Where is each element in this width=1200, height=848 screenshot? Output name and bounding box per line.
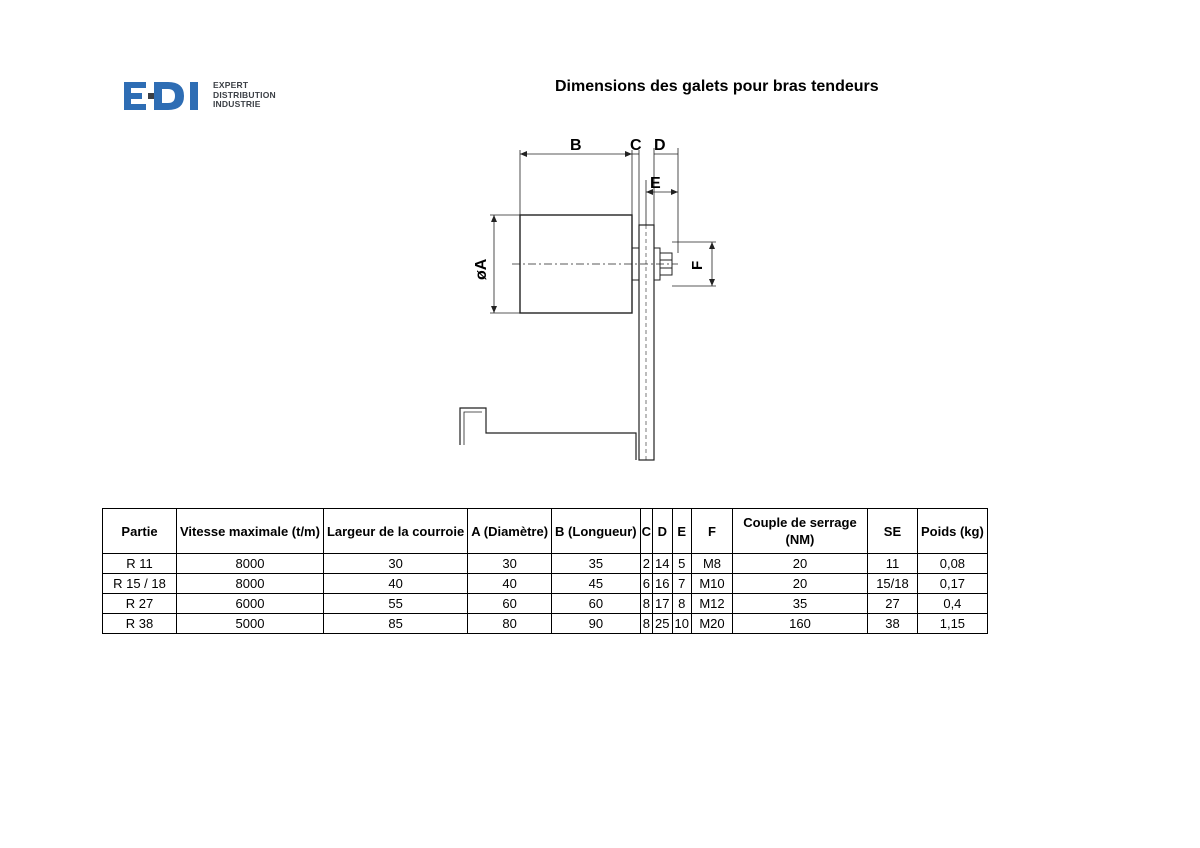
table-cell: 90 [552, 614, 641, 634]
table-cell: 40 [323, 574, 467, 594]
table-row [103, 574, 988, 594]
table-cell: 45 [552, 574, 641, 594]
table-cell: 6000 [177, 594, 324, 614]
table-cell: 30 [323, 554, 467, 574]
dim-label-b: B [570, 137, 582, 154]
col-header-vitesse: Vitesse maximale (t/m) [177, 509, 324, 554]
tension-arm-plate [639, 225, 654, 460]
table-cell: 14 [653, 554, 672, 574]
logo-line-distribution: DISTRIBUTION [213, 89, 276, 100]
company-logo [124, 78, 294, 114]
table-cell: 7 [672, 574, 691, 594]
table-cell: M12 [691, 594, 732, 614]
col-header-couple: Couple de serrage (NM) [732, 509, 867, 554]
dim-label-c: C [630, 137, 642, 154]
table-cell: 5000 [177, 614, 324, 634]
table-cell: 5 [672, 554, 691, 574]
table-cell: 160 [732, 614, 867, 634]
table-cell: M20 [691, 614, 732, 634]
table-cell: M10 [691, 574, 732, 594]
roller-technical-drawing [440, 130, 740, 470]
table-cell: 30 [468, 554, 552, 574]
table-cell: 17 [653, 594, 672, 614]
table-cell: R 15 / 18 [103, 574, 177, 594]
dim-label-d: D [654, 137, 666, 154]
dim-label-f: F [689, 260, 706, 270]
logo-line-expert: EXPERT [213, 80, 249, 90]
col-header-largeur: Largeur de la courroie [323, 509, 467, 554]
col-header-c: C [640, 509, 652, 554]
logo-line-industrie: INDUSTRIE [213, 99, 261, 109]
table-cell: R 27 [103, 594, 177, 614]
table-cell: 8 [672, 594, 691, 614]
table-header-row [103, 509, 988, 554]
table-cell: 25 [653, 614, 672, 634]
table-row [103, 614, 988, 634]
table-cell: 1,15 [917, 614, 987, 634]
table-cell: 11 [867, 554, 917, 574]
table-cell: 8000 [177, 574, 324, 594]
table-cell: 85 [323, 614, 467, 634]
col-header-f: F [691, 509, 732, 554]
table-cell: 80 [468, 614, 552, 634]
page-title: Dimensions des galets pour bras tendeurs [555, 78, 879, 95]
dim-label-a: øA [473, 258, 490, 280]
table-cell: 16 [653, 574, 672, 594]
table-cell: 60 [552, 594, 641, 614]
table-row [103, 594, 988, 614]
col-header-partie: Partie [103, 509, 177, 554]
table-cell: 20 [732, 574, 867, 594]
table-cell: 0,4 [917, 594, 987, 614]
table-cell: 15/18 [867, 574, 917, 594]
table-cell: 55 [323, 594, 467, 614]
table-cell: 0,08 [917, 554, 987, 574]
col-header-a: A (Diamètre) [468, 509, 552, 554]
table-cell: 10 [672, 614, 691, 634]
logo-text [213, 81, 276, 110]
col-header-e: E [672, 509, 691, 554]
col-header-b: B (Longueur) [552, 509, 641, 554]
table-row [103, 554, 988, 574]
table-cell: 8 [640, 614, 652, 634]
table-cell: 8 [640, 594, 652, 614]
col-header-poids: Poids (kg) [917, 509, 987, 554]
table-cell: R 38 [103, 614, 177, 634]
table-cell: 0,17 [917, 574, 987, 594]
table-cell: 20 [732, 554, 867, 574]
dim-label-e: E [650, 175, 661, 192]
col-header-se: SE [867, 509, 917, 554]
table-cell: 40 [468, 574, 552, 594]
table-cell: R 11 [103, 554, 177, 574]
specifications-table [102, 508, 988, 634]
table-cell: 35 [552, 554, 641, 574]
table-cell: 8000 [177, 554, 324, 574]
edi-logo-mark [124, 80, 206, 112]
col-header-d: D [653, 509, 672, 554]
table-body [103, 554, 988, 634]
table-cell: 27 [867, 594, 917, 614]
table-cell: 6 [640, 574, 652, 594]
table-cell: M8 [691, 554, 732, 574]
table-cell: 2 [640, 554, 652, 574]
table-cell: 38 [867, 614, 917, 634]
table-cell: 60 [468, 594, 552, 614]
table-cell: 35 [732, 594, 867, 614]
